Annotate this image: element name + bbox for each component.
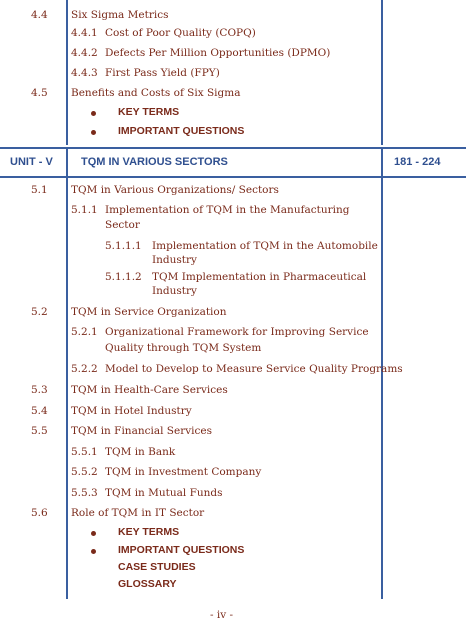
section-number: 5.1 (31, 184, 48, 196)
section-title: TQM in Various Organizations/ Sectors (71, 184, 279, 196)
section-title: Organizational Framework for Improving Service (105, 326, 369, 338)
section-title: TQM in Health-Care Services (71, 384, 228, 396)
row-number: 4.4.1 (71, 27, 98, 39)
column-divider-right-bottom (381, 178, 383, 599)
section-title: Role of TQM in IT Sector (71, 507, 205, 519)
section-number: 5.5.2 (71, 466, 98, 478)
section-number: 5.2.2 (71, 363, 98, 375)
section-title: TQM Implementation in Pharmaceutical (152, 271, 367, 283)
unit-label: UNIT - V (10, 156, 53, 168)
bullet-icon (91, 531, 96, 536)
section-number: 5.1.1.1 (105, 240, 142, 252)
section-title: TQM in Investment Company (105, 466, 262, 478)
important-questions-label: IMPORTANT QUESTIONS (118, 125, 245, 137)
column-divider-left-top (66, 0, 68, 145)
unit-header-bottom-rule (0, 176, 466, 178)
section-number: 5.2 (31, 306, 48, 318)
unit-title: TQM IN VARIOUS SECTORS (81, 156, 228, 168)
section-number: 5.2.1 (71, 326, 98, 338)
section-title: TQM in Bank (105, 446, 176, 458)
row-title: Cost of Poor Quality (COPQ) (105, 27, 256, 39)
section-title: TQM in Hotel Industry (71, 405, 192, 417)
unit-header-top-rule (0, 147, 466, 149)
section-title-continued: Industry (152, 254, 197, 266)
section-title-continued: Sector (105, 219, 140, 231)
section-number: 5.5.1 (71, 446, 98, 458)
section-number: 5.5.3 (71, 487, 98, 499)
section-number: 5.1.1 (71, 204, 98, 216)
case-studies-label: CASE STUDIES (118, 561, 196, 573)
column-divider-left-bottom (66, 178, 68, 599)
row-title: Benefits and Costs of Six Sigma (71, 87, 241, 99)
section-number: 5.1.1.2 (105, 271, 142, 283)
section-title-continued: Industry (152, 285, 197, 297)
unit-pages: 181 - 224 (394, 156, 441, 168)
section-number: 5.5 (31, 425, 48, 437)
column-divider-right-top (381, 0, 383, 145)
row-number: 4.4.3 (71, 67, 98, 79)
section-title: Model to Develop to Measure Service Quality Programs (105, 363, 403, 375)
section-title: TQM in Financial Services (71, 425, 212, 437)
glossary-label: GLOSSARY (118, 578, 177, 590)
section-title-continued: Quality through TQM System (105, 342, 262, 354)
section-title: Implementation of TQM in the Manufacturing (105, 204, 350, 216)
header-divider-left (66, 149, 68, 176)
bullet-icon (91, 549, 96, 554)
important-questions-label: IMPORTANT QUESTIONS (118, 544, 245, 556)
key-terms-label: KEY TERMS (118, 526, 180, 538)
section-title: TQM in Mutual Funds (105, 487, 223, 499)
section-number: 5.6 (31, 507, 48, 519)
key-terms-label: KEY TERMS (118, 106, 180, 118)
section-number: 5.4 (31, 405, 48, 417)
row-number: 4.4.2 (71, 47, 98, 59)
section-title: Implementation of TQM in the Automobile (152, 240, 378, 252)
row-title: First Pass Yield (FPY) (105, 67, 220, 79)
row-number: 4.5 (31, 87, 48, 99)
bullet-icon (91, 130, 96, 135)
row-number: 4.4 (31, 9, 48, 21)
page-number-footer: - iv - (210, 609, 234, 621)
header-divider-right (381, 149, 383, 176)
section-title: TQM in Service Organization (71, 306, 227, 318)
row-title: Defects Per Million Opportunities (DPMO) (105, 47, 331, 59)
bullet-icon (91, 111, 96, 116)
row-title: Six Sigma Metrics (71, 9, 169, 21)
section-number: 5.3 (31, 384, 48, 396)
